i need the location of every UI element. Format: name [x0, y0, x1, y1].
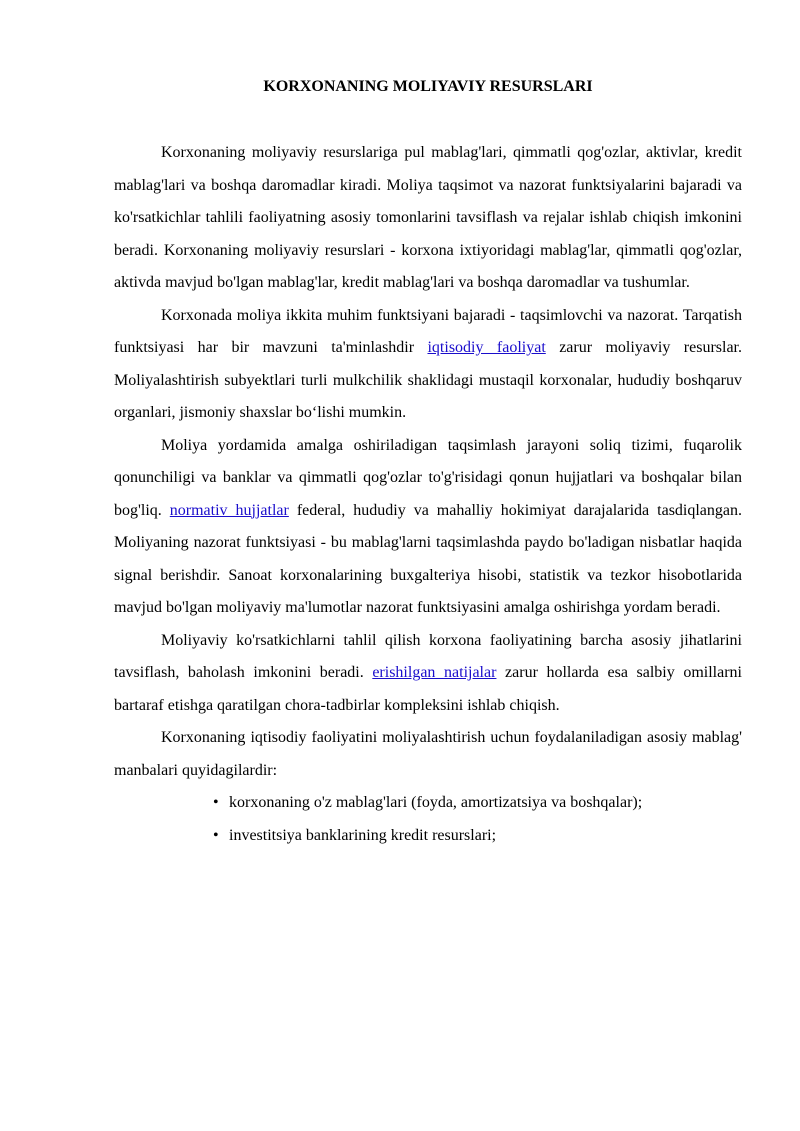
paragraph-5: [114, 722, 742, 787]
list-item: [213, 820, 742, 853]
bullet-icon: •: [213, 826, 219, 844]
link-iqtisodiy-faoliyat[interactable]: iqtisodiy faoliyat: [427, 339, 546, 356]
bullet-icon: •: [213, 794, 219, 811]
paragraph-1: [114, 137, 742, 300]
paragraph-1-text: Korxonaning moliyaviy resurslariga pul mablag'lari, qimmatli qog'ozlar, aktivlar, kredit mablag'lari va boshqa daromadlar kiradi. Moliya taqsimot va nazorat funktsiyalarini bajaradi va ko'rsatkichlar tahlili faoliyatning asosiy tomonlarini tavsiflash va rejalar ishlab chiqish imkonini beradi. Korxonaning moliyaviy resurslari - korxona ixtiyoridagi mablag'lar, qimmatli qog'ozlar, aktivda mavjud bo'lgan mablag'lar, kredit mablag'lari va boshqa daromadlar va tushumlar.: [114, 144, 742, 291]
document-page: [114, 74, 742, 852]
document-title: KORXONANING MOLIYAVIY RESURSLARI: [263, 78, 593, 95]
paragraph-4-text-after: zarur hollarda esa salbiy omillarni bartaraf etishga qaratilgan chora-tadbirlar kompleksini ishlab chiqish.: [114, 664, 742, 714]
paragraph-3-text-before: Moliya yordamida amalga oshiriladigan taqsimlash jarayoni soliq tizimi, fuqarolik qonunchiligi va banklar va qimmatli qog'ozlar to'g'risidagi qonun hujjatlari va boshqalar bilan bog'liq.: [114, 436, 742, 519]
paragraph-5-text: Korxonaning iqtisodiy faoliyatini moliyalashtirish uchun foydalaniladigan asosiy mablag' manbalari quyidagilardir:: [114, 729, 742, 779]
list-item-text: investitsiya banklarining kredit resurslari;: [229, 826, 497, 844]
list-item-text: korxonaning o'z mablag'lari (foyda, amortizatsiya va boshqalar);: [229, 794, 643, 811]
list-item: [213, 787, 742, 820]
paragraph-3: [114, 430, 742, 625]
funding-sources-list: [213, 787, 742, 852]
paragraph-2-text-before: Korxonada moliya ikkita muhim funktsiyani bajaradi - taqsimlovchi va nazorat. Tarqatish funktsiyasi har bir mavzuni ta'minlashdir: [114, 306, 742, 356]
paragraph-4-text-before: Moliyaviy ko'rsatkichlarni tahlil qilish korxona faoliyatining barcha asosiy jihatlarini tavsiflash, baholash imkonini beradi.: [114, 631, 742, 681]
paragraph-2-text-after: zarur moliyaviy resurslar. Moliyalashtirish subyektlari turli mulkchilik shaklidagi mustaqil korxonalar, hududiy boshqaruv organlari, jismoniy shaxslar boʻlishi mumkin.: [114, 339, 742, 421]
paragraph-3-text-after: federal, hududiy va mahalliy hokimiyat darajalarida tasdiqlangan. Moliyaning nazorat funktsiyasi - bu mablag'larni taqsimlashda paydo bo'ladigan nisbatlar haqida signal berishdir. Sanoat korxonalarining buxgalteriya hisobi, statistik va tezkor hisobotlarida mavjud bo'lgan moliyaviy ma'lumotlar nazorat funktsiyasini amalga oshirishga yordam beradi.: [114, 501, 743, 616]
link-erishilgan-natijalar[interactable]: erishilgan natijalar: [372, 664, 497, 681]
link-normativ-hujjatlar[interactable]: normativ hujjatlar: [169, 501, 289, 519]
paragraph-2: [114, 300, 742, 430]
paragraph-4: [114, 625, 742, 723]
